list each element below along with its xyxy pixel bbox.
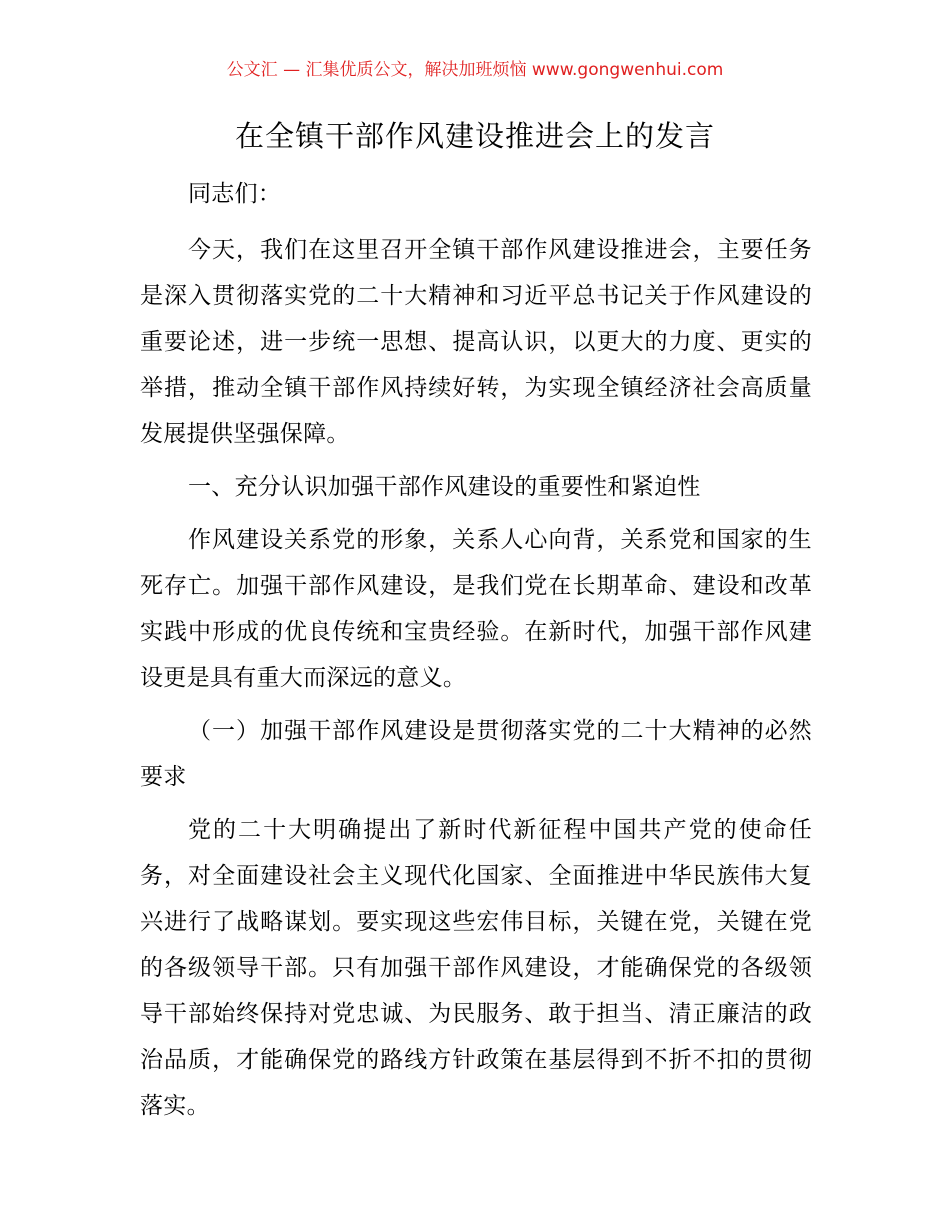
paragraph-section-1: 作风建设关系党的形象，关系人心向背，关系党和国家的生死存亡。加强干部作风建设，是我们党在长期革命、建设和改革实践中形成的优良传统和宝贵经验。在新时代，加强干部作风建设更是具有重大而深远的意义。 — [140, 527, 812, 691]
document-title: 在全镇干部作风建设推进会上的发言 — [234, 119, 715, 153]
salutation: 同志们： — [188, 181, 282, 207]
subsection-heading-1: （一）加强干部作风建设是贯彻落实党的二十大精神的必然要求 — [140, 718, 812, 790]
paragraph-subsection-1: 党的二十大明确提出了新时代新征程中国共产党的使命任务，对全面建设社会主义现代化国家、全面推进中华民族伟大复兴进行了战略谋划。要实现这些宏伟目标，关键在党，关键在党的各级领导干部。只有加强干部作风建设，才能确保党的各级领导干部始终保持对党忠诚、为民服务、敢于担当、清正廉洁的政治品质，才能确保党的路线方针政策在基层得到不折不扣的贯彻落实。 — [140, 817, 812, 1119]
section-heading-1: 一、充分认识加强干部作风建设的重要性和紧迫性 — [188, 474, 701, 500]
paragraph-intro: 今天，我们在这里召开全镇干部作风建设推进会，主要任务是深入贯彻落实党的二十大精神和习近平总书记关于作风建设的重要论述，进一步统一思想、提高认识，以更大的力度、更实的举措，推动全镇干部作风持续好转，为实现全镇经济社会高质量发展提供坚强保障。 — [140, 237, 812, 447]
document-body — [140, 171, 812, 1136]
header-banner: 公文汇 — 汇集优质公文，解决加班烦恼 www.gongwenhui.com — [226, 60, 724, 80]
